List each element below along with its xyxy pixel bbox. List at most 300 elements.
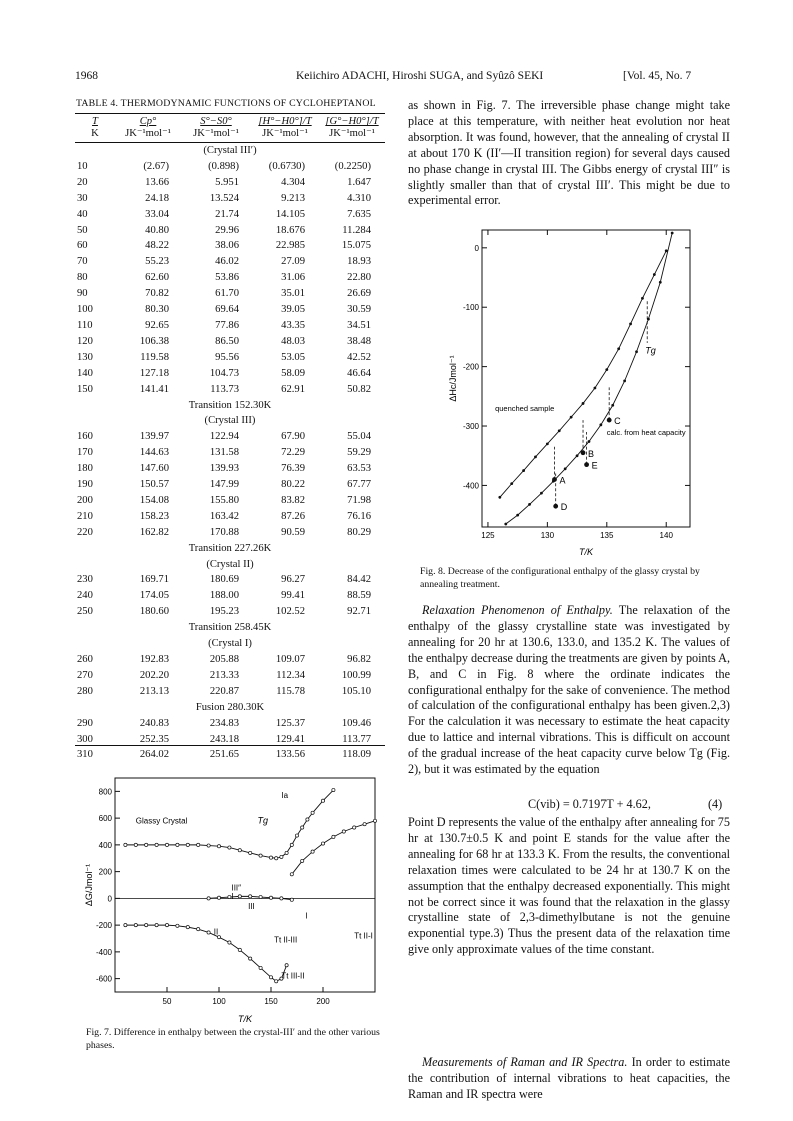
- col-unit-t: K: [75, 128, 115, 143]
- table-cell: 139.97: [139, 431, 169, 443]
- table-cell: 58.09: [281, 367, 305, 379]
- table-cell: 160: [77, 431, 93, 443]
- table-cell: 240: [77, 590, 93, 602]
- table-cell: 46.02: [215, 256, 239, 268]
- data-point: [145, 924, 148, 927]
- table-cell: 104.73: [209, 367, 239, 379]
- table-cell: 133.56: [275, 749, 305, 761]
- table-cell: 290: [77, 717, 93, 729]
- table-cell: 202.20: [139, 669, 169, 681]
- data-point: [528, 503, 531, 506]
- annealing-label-c: C: [614, 416, 621, 427]
- series-line: [506, 233, 672, 524]
- table-cell: 131.58: [209, 447, 239, 459]
- table-cell: 169.71: [139, 574, 169, 586]
- table-cell: 120: [77, 335, 93, 347]
- data-point: [275, 980, 278, 983]
- table-cell: 46.64: [347, 367, 371, 379]
- table-cell: 96.82: [347, 654, 371, 665]
- running-head-authors: Keiichiro ADACHI, Hiroshi SUGA, and Syûzô SEKI: [296, 70, 544, 82]
- table-cell: 260: [77, 654, 93, 665]
- running-head-volume: [Vol. 45, No. 7: [623, 70, 692, 82]
- table-cell: 310: [77, 749, 93, 761]
- table-row: [75, 445, 385, 461]
- table-cell: 110: [77, 319, 93, 331]
- table-cell: 86.50: [215, 335, 239, 347]
- table-cell: 50.82: [347, 383, 371, 395]
- section-title: (Crystal III′): [203, 145, 257, 156]
- table-cell: 38.48: [347, 335, 371, 347]
- y-tick-label: -400: [95, 947, 112, 957]
- table-cell: 100: [77, 304, 93, 316]
- col-unit-h: JK⁻¹mol⁻¹: [251, 128, 319, 143]
- data-point: [570, 416, 573, 419]
- curve-label-tt-ii-i: Tt II-I: [354, 931, 373, 941]
- data-point: [124, 843, 127, 846]
- data-point: [564, 467, 567, 470]
- table-row: [75, 302, 385, 318]
- table-cell: 53.86: [215, 272, 239, 284]
- section-title: Transition 258.45K: [188, 622, 272, 634]
- section-row: [75, 557, 385, 573]
- section-row: [75, 143, 385, 159]
- table-cell: 77.86: [215, 319, 239, 331]
- table-cell: 163.42: [209, 510, 239, 522]
- table-cell: 234.83: [209, 717, 239, 729]
- data-point: [516, 514, 519, 517]
- table-cell: 62.91: [281, 383, 305, 395]
- table-row: [75, 334, 385, 350]
- table-row: [75, 747, 385, 763]
- table-cell: 205.88: [209, 654, 239, 665]
- figure-8-caption: Fig. 8. Decrease of the configurational enthalpy of the glassy crystal by annealing treatment.: [420, 566, 700, 590]
- table-cell: 55.04: [347, 431, 371, 443]
- table-cell: 96.27: [281, 574, 305, 586]
- data-point: [249, 895, 252, 898]
- data-point: [197, 843, 200, 846]
- data-point: [165, 843, 168, 846]
- table-cell: 95.56: [215, 351, 239, 363]
- table-cell: 109.07: [275, 654, 305, 665]
- table-cell: 71.98: [347, 494, 371, 506]
- table-row: [75, 270, 385, 286]
- data-point: [176, 843, 179, 846]
- data-point: [594, 387, 597, 390]
- data-point: [342, 830, 345, 833]
- data-point: [134, 843, 137, 846]
- table-cell: 4.310: [347, 192, 371, 204]
- data-point: [155, 843, 158, 846]
- table-cell: 14.105: [275, 208, 305, 220]
- data-point: [617, 347, 620, 350]
- table-cell: 180.60: [139, 606, 169, 618]
- table-cell: 53.05: [281, 351, 305, 363]
- table-cell: 1.647: [347, 176, 371, 188]
- data-point: [280, 855, 283, 858]
- x-tick-label: 140: [659, 531, 673, 540]
- table-cell: 150: [77, 383, 93, 395]
- table-cell: 40: [77, 208, 88, 220]
- table-cell: 270: [77, 669, 93, 681]
- y-tick-label: 0: [474, 243, 479, 253]
- table-cell: 42.52: [347, 351, 371, 363]
- y-tick-label: 400: [98, 840, 112, 850]
- table-cell: 29.96: [215, 224, 239, 236]
- table-cell: 243.18: [209, 733, 239, 745]
- data-point: [207, 844, 210, 847]
- table-cell: 220.87: [209, 685, 239, 697]
- data-point: [311, 811, 314, 814]
- annealing-label-d: D: [560, 502, 568, 513]
- col-unit-g: JK⁻¹mol⁻¹: [319, 128, 385, 143]
- x-tick-label: 50: [162, 997, 172, 1006]
- paragraph-raman-ir: Measurements of Raman and IR Spectra. In order to estimate the contribution of internal vibrations to heat capacities, the Raman and IR spectra were: [408, 1055, 730, 1101]
- table-row: [75, 207, 385, 223]
- x-tick-label: 150: [264, 997, 278, 1006]
- x-tick-label: 135: [600, 531, 614, 540]
- data-point: [321, 799, 324, 802]
- section-row: [75, 620, 385, 636]
- tg-label: Tg: [645, 345, 656, 356]
- table-cell: 139.93: [209, 463, 239, 475]
- data-point: [228, 846, 231, 849]
- table-cell: 27.09: [281, 256, 305, 268]
- raman-heading: Measurements of Raman and IR Spectra.: [422, 1055, 628, 1069]
- col-header-g: [G°−H0°]/T: [319, 114, 385, 129]
- figure-7-caption: Fig. 7. Difference in enthalpy between the crystal-III′ and the other various phases.: [86, 1027, 380, 1051]
- table-cell: (0.2250): [334, 160, 371, 172]
- table-caption: TABLE 4. THERMODYNAMIC FUNCTIONS OF CYCLOHEPTANOL: [76, 98, 376, 109]
- data-point: [259, 966, 262, 969]
- table-cell: 30.59: [347, 304, 371, 316]
- section-title: Transition 152.30K: [188, 399, 272, 411]
- table-cell: 34.51: [347, 319, 371, 331]
- table-row: [75, 493, 385, 509]
- data-point: [522, 469, 525, 472]
- table-row: [75, 175, 385, 191]
- table-cell: 92.65: [145, 319, 169, 331]
- data-point: [269, 896, 272, 899]
- data-point: [653, 273, 656, 276]
- table-cell: 220: [77, 526, 93, 538]
- data-point: [301, 859, 304, 862]
- data-point: [207, 931, 210, 934]
- data-point: [238, 948, 241, 951]
- table-row: [75, 604, 385, 620]
- table-cell: 170.88: [209, 526, 239, 538]
- table-cell: 61.70: [215, 288, 239, 300]
- data-point: [504, 523, 507, 526]
- y-tick-label: 800: [98, 787, 112, 797]
- x-axis-label: T/K: [578, 547, 594, 557]
- table-cell: 129.41: [275, 733, 305, 745]
- data-point: [332, 788, 335, 791]
- plot-frame: [115, 778, 375, 992]
- table-cell: 240.83: [139, 717, 169, 729]
- table-cell: 109.46: [341, 717, 371, 729]
- table-cell: 250: [77, 606, 93, 618]
- data-point: [611, 404, 614, 407]
- table-row: [75, 525, 385, 541]
- table-cell: 21.74: [215, 208, 239, 220]
- table-cell: 122.94: [209, 431, 239, 443]
- section-row: [75, 413, 385, 429]
- data-point: [238, 895, 241, 898]
- data-point: [353, 826, 356, 829]
- section-title: (Crystal III): [204, 415, 256, 427]
- paragraph-points-de: Point D represents the value of the enthalpy after annealing for 75 hr at 130.7±0.5 K and point E stands for the value after the annealing for 68 hr at 133.3 K. From the results, the conventional relaxation times were calculated to be 24 hr at 130.7 K on the assumption that the enthalpy decreased exponentially. This might not be correct since it was found that the relaxation in the glassy crystalline state of 2,3-dimethylbutane is not the genuine exponential type.3) Thus the present data of the relaxation time give only approximate values of the time constant.: [408, 815, 730, 957]
- y-axis-label: ΔHc/Jmol⁻¹: [448, 355, 458, 402]
- table-cell: 210: [77, 510, 93, 522]
- data-point: [290, 898, 293, 901]
- y-tick-label: 200: [98, 867, 112, 877]
- table-cell: 119.58: [140, 351, 169, 363]
- section-title: (Crystal I): [208, 638, 252, 650]
- table-cell: 20: [77, 176, 88, 188]
- y-tick-label: -200: [95, 921, 112, 931]
- table-cell: 195.23: [209, 606, 239, 618]
- table-row: [75, 223, 385, 239]
- table-cell: 158.23: [139, 510, 169, 522]
- x-tick-label: 130: [540, 531, 555, 540]
- table-cell: 162.82: [139, 526, 169, 538]
- table-cell: 7.635: [347, 208, 371, 220]
- table-cell: 105.10: [341, 685, 371, 697]
- table-row: [75, 477, 385, 493]
- table-cell: 102.52: [275, 606, 305, 618]
- col-header-h: [H°−H0°]/T: [251, 114, 319, 129]
- table-cell: 11.284: [342, 224, 371, 236]
- data-point: [290, 873, 293, 876]
- data-point: [301, 826, 304, 829]
- table-cell: 147.99: [209, 479, 239, 491]
- curve-label-iii2: III″: [231, 883, 241, 893]
- data-point: [363, 823, 366, 826]
- table-cell: 280: [77, 685, 93, 697]
- table-row: [75, 652, 385, 668]
- table-cell: 80.22: [281, 479, 305, 491]
- data-point: [165, 924, 168, 927]
- table-cell: 84.42: [347, 574, 371, 586]
- data-point: [176, 924, 179, 927]
- data-point: [510, 482, 513, 485]
- data-point: [285, 851, 288, 854]
- data-point: [238, 849, 241, 852]
- data-point: [534, 456, 537, 459]
- table-cell: (0.898): [208, 160, 239, 172]
- quenched-sample-label: quenched sample: [495, 404, 555, 414]
- y-tick-label: 0: [107, 894, 112, 904]
- data-point: [285, 964, 288, 967]
- series-line: [500, 251, 666, 498]
- table-row: [75, 286, 385, 302]
- table-cell: 39.05: [281, 304, 305, 316]
- data-point: [373, 819, 376, 822]
- table-cell: 213.13: [139, 685, 169, 697]
- section-title: Transition 227.26K: [188, 542, 272, 554]
- data-point: [249, 957, 252, 960]
- table-row: [75, 159, 385, 175]
- data-point: [582, 402, 585, 405]
- table-cell: 188.00: [209, 590, 239, 602]
- table-cell: 70.82: [145, 288, 169, 300]
- table-cell: 76.39: [281, 463, 305, 475]
- table-cell: 80: [77, 272, 88, 284]
- table-cell: 300: [77, 733, 93, 745]
- table-cell: 90: [77, 288, 88, 300]
- table-cell: 99.41: [281, 590, 305, 602]
- table-row: [75, 238, 385, 254]
- relaxation-heading: Relaxation Phenomenon of Enthalpy.: [422, 603, 613, 617]
- table-cell: 60: [77, 240, 88, 252]
- y-tick-label: -400: [462, 481, 479, 491]
- data-point: [546, 442, 549, 445]
- figure-8-chart: [440, 222, 695, 560]
- table-cell: 63.53: [347, 463, 371, 475]
- curve-label-glassy: Glassy Crystal: [135, 816, 188, 826]
- table-cell: 112.34: [276, 669, 305, 681]
- data-point: [306, 818, 309, 821]
- table-cell: 22.985: [275, 240, 305, 252]
- table-cell: 213.33: [209, 669, 239, 681]
- table-cell: 141.41: [139, 383, 169, 395]
- table-cell: 190: [77, 479, 93, 491]
- data-point: [332, 835, 335, 838]
- table-row: [75, 716, 385, 732]
- table-cell: 230: [77, 574, 93, 586]
- curve-label-tt-ii-iii: Tt II-III: [274, 935, 298, 945]
- table-cell: 118.09: [342, 749, 371, 761]
- table-cell: 18.93: [347, 256, 371, 268]
- series-line: [292, 821, 375, 875]
- table-cell: 5.951: [215, 176, 239, 188]
- equation-4-number: (4): [708, 797, 723, 811]
- table-cell: 24.18: [145, 192, 169, 204]
- section-row: [75, 636, 385, 652]
- data-point: [217, 845, 220, 848]
- data-point: [576, 454, 579, 457]
- data-point: [290, 843, 293, 846]
- curve-label-i: I: [305, 911, 308, 921]
- col-header-cp: Cp°: [115, 114, 181, 129]
- table-row: [75, 668, 385, 684]
- data-point: [259, 895, 262, 898]
- table-cell: 113.73: [210, 383, 239, 395]
- table-cell: 55.23: [145, 256, 169, 268]
- data-point: [186, 926, 189, 929]
- table-row: [75, 382, 385, 398]
- table-cell: 125.37: [275, 717, 305, 729]
- data-point: [641, 297, 644, 300]
- data-point: [599, 423, 602, 426]
- table-cell: 62.60: [145, 272, 169, 284]
- data-point: [249, 851, 252, 854]
- equation-4: C(vib) = 0.7197T + 4.62,: [528, 797, 651, 811]
- curve-label-ii: II: [213, 927, 219, 937]
- y-tick-label: -200: [462, 362, 479, 372]
- data-point: [259, 854, 262, 857]
- table-cell: 90.59: [281, 526, 305, 538]
- paragraph-phase-change: as shown in Fig. 7. The irreversible phase change might take place at this temperature, with neither heat evolution nor heat absorption. It was found, however, that the annealing of crystal II at about 170 K (II′—II transition region) for several days caused no phase change in crystal III. The Gibbs energy of crystal III″ is slightly smaller than that of crystal III′. This might be due to experimental error.: [408, 98, 730, 208]
- table-row: [75, 350, 385, 366]
- table-cell: 130: [77, 351, 93, 363]
- x-axis-label: T/K: [237, 1014, 253, 1024]
- table-cell: 87.26: [281, 510, 305, 522]
- page-number: 1968: [75, 70, 98, 82]
- table-cell: 30: [77, 192, 88, 204]
- table-cell: 200: [77, 494, 93, 506]
- table-row: [75, 588, 385, 604]
- table-cell: 251.65: [209, 749, 239, 761]
- data-point: [295, 834, 298, 837]
- table-cell: 174.05: [139, 590, 169, 602]
- table-cell: 67.90: [281, 431, 305, 443]
- table-row: [75, 191, 385, 207]
- calc-heat-capacity-label: calc. from heat capacity: [606, 427, 686, 437]
- table-cell: (2.67): [143, 160, 169, 172]
- table-cell: 252.35: [139, 733, 169, 745]
- table-cell: 150.57: [139, 479, 169, 491]
- table-cell: 31.06: [281, 272, 305, 284]
- table-cell: 80.29: [347, 526, 371, 538]
- y-axis-label: ΔG/Jmol⁻¹: [84, 863, 94, 907]
- table-cell: 4.304: [281, 176, 305, 188]
- table-cell: 70: [77, 256, 88, 268]
- data-point: [629, 322, 632, 325]
- table-cell: 144.63: [139, 447, 169, 459]
- table-cell: 50: [77, 224, 88, 236]
- data-point: [269, 856, 272, 859]
- curve-label-ia: Ia: [281, 791, 289, 801]
- table-bottom-rule: [75, 745, 385, 746]
- table-cell: 113.77: [342, 733, 371, 745]
- table-cell: 33.04: [145, 208, 169, 220]
- figure-7-chart: [80, 770, 380, 1030]
- table-cell: 40.80: [145, 224, 169, 236]
- table-row: [75, 461, 385, 477]
- col-unit-cp: JK⁻¹mol⁻¹: [115, 128, 181, 143]
- table-cell: 38.06: [215, 240, 239, 252]
- data-point: [671, 232, 674, 235]
- section-row: [75, 700, 385, 716]
- table-cell: 192.83: [139, 654, 169, 665]
- table-cell: 127.18: [139, 367, 169, 379]
- table-cell: (0.6730): [268, 160, 305, 172]
- table-cell: 264.02: [139, 749, 169, 761]
- table-row: [75, 509, 385, 525]
- data-point: [588, 440, 591, 443]
- section-row: [75, 541, 385, 557]
- data-point: [498, 496, 501, 499]
- table-cell: 154.08: [139, 494, 169, 506]
- table-cell: 69.64: [215, 304, 239, 316]
- data-point: [269, 976, 272, 979]
- curve-label-tt-iii-ii: Tt III-II: [281, 971, 305, 981]
- table-cell: 35.01: [281, 288, 305, 300]
- table-cell: 15.075: [341, 240, 371, 252]
- col-header-t: T: [75, 114, 115, 129]
- table-cell: 92.71: [347, 606, 371, 618]
- table-cell: 180.69: [209, 574, 239, 586]
- table-row: [75, 572, 385, 588]
- table-cell: 48.03: [281, 335, 305, 347]
- y-tick-label: -300: [462, 422, 479, 432]
- col-unit-s: JK⁻¹mol⁻¹: [181, 128, 251, 143]
- table-cell: 80.30: [145, 304, 169, 316]
- curve-label-iii: III: [248, 902, 255, 912]
- section-title: Fusion 280.30K: [195, 701, 265, 713]
- col-header-s: S°−S0°: [181, 114, 251, 129]
